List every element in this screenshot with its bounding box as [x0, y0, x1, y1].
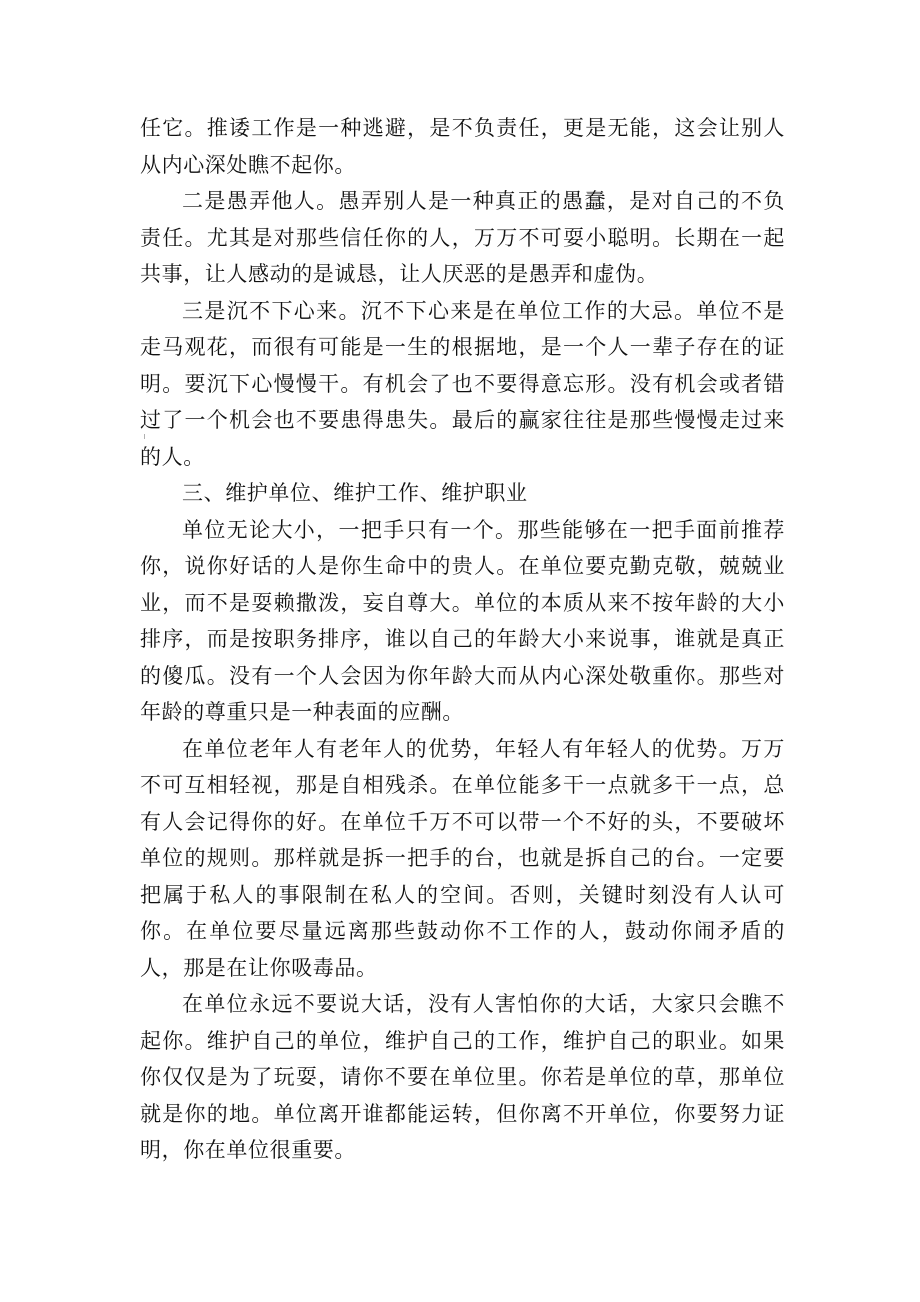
paragraph-old-and-young: 在单位老年人有老年人的优势，年轻人有年轻人的优势。万万不可互相轻视，那是自相残杀。在单位能多干一点就多干一点，总有人会记得你的好。在单位千万不可以带一个不好的头，不要破坏单位的规则。那样就是拆一把手的台，也就是拆自己的台。一定要把属于私人的事限制在私人的空间。否则，关键时刻没有人认可你。在单位要尽量远离那些鼓动你不工作的人，鼓动你闹矛盾的人，那是在让你吸毒品。 — [140, 736, 785, 980]
paragraph-deceiving-others: 二是愚弄他人。愚弄别人是一种真正的愚蠢，是对自己的不负责任。尤其是对那些信任你的人，万万不可耍小聪明。长期在一起共事，让人感动的是诚恳，让人厌恶的是愚弄和虚伪。 — [140, 189, 785, 286]
paragraph-calm-down: 三是沉不下心来。沉不下心来是在单位工作的大忌。单位不是走马观花，而很有可能是一生的根据地，是一个人一辈子存在的证明。要沉下心慢慢干。有机会了也不要得意忘形。没有机会或者错过了一个机会也不要患得患失。最后的赢家往往是那些慢慢走过来的人。 — [140, 298, 785, 469]
section-heading: 三、维护单位、维护工作、维护职业 — [182, 481, 528, 505]
document-body — [140, 110, 785, 1169]
paragraph-one-leader: 单位无论大小，一把手只有一个。那些能够在一把手面前推荐你，说你好话的人是你生命中的贵人。在单位要克勤克敬，兢兢业业，而不是耍赖撒泼，妄自尊大。单位的本质从来不按年龄的大小排序，而是按职务排序，谁以自己的年龄大小来说事，谁就是真正的傻瓜。没有一个人会因为你年龄大而从内心深处敬重你。那些对年龄的尊重只是一种表面的应酬。 — [140, 517, 785, 724]
paragraph-continued: 任它。推诿工作是一种逃避，是不负责任，更是无能，这会让别人从内心深处瞧不起你。 — [140, 116, 785, 177]
paragraph-no-big-talk: 在单位永远不要说大话，没有人害怕你的大话，大家只会瞧不起你。维护自己的单位，维护自己的工作，维护自己的职业。如果你仅仅是为了玩耍，请你不要在单位里。你若是单位的草，那单位就是你的地。单位离开谁都能运转，但你离不开单位，你要努力证明，你在单位很重要。 — [140, 992, 785, 1162]
